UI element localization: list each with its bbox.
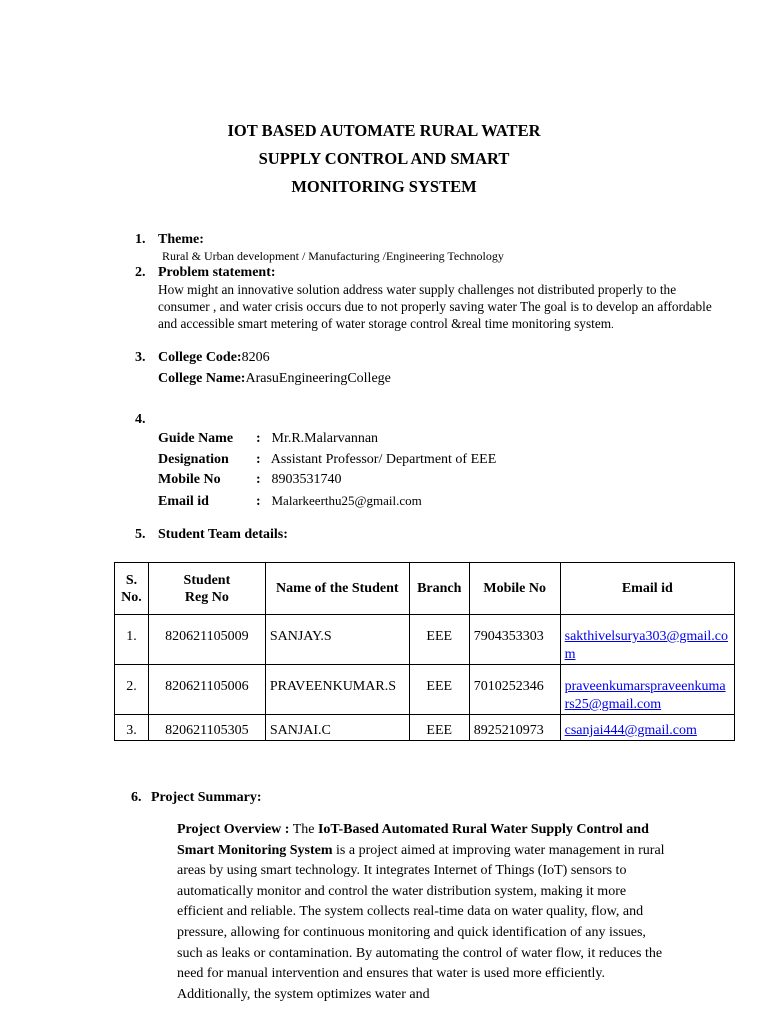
section-3-number: 3. (135, 350, 146, 365)
college-name-value: ArasuEngineeringCollege (245, 371, 391, 386)
college-code-value: 8206 (241, 350, 270, 365)
cell-reg-no: 820621105009 (148, 615, 265, 665)
header-sno-line-2: No. (121, 589, 142, 605)
email-link[interactable]: praveenkumarspraveenkumars25@gmail.com (564, 679, 726, 712)
table-row (115, 715, 735, 741)
cell-mobile: 7904353303 (469, 615, 560, 665)
designation-value: Assistant Professor/ Department of EEE (270, 451, 497, 467)
problem-line-3 (158, 316, 712, 335)
colon: : (256, 472, 261, 487)
header-email: Email id (560, 563, 734, 615)
header-student-name: Name of the Student (265, 563, 409, 615)
mobile-value: 8903531740 (271, 472, 342, 487)
table-header-row (115, 563, 735, 615)
overview-the: The (289, 822, 318, 837)
email-value: Malarkeerthu25@gmail.com (271, 492, 422, 508)
title-line-2: SUPPLY CONTROL AND SMART (258, 149, 510, 168)
guide-name-label: Guide Name (158, 431, 234, 446)
cell-branch: EEE (409, 715, 469, 741)
mobile-row (158, 470, 496, 491)
problem-line-2: consumer , and water crisis occurs due to not properly saving water The goal is to develop an affordable (158, 298, 712, 314)
title-line-1: IOT BASED AUTOMATE RURAL WATER (227, 121, 541, 140)
problem-text (158, 282, 712, 334)
mobile-label: Mobile No (158, 472, 221, 487)
colon: : (256, 451, 261, 467)
project-name: IoT-Based Automated Rural Water Supply Control and Smart Monitoring System (177, 822, 649, 858)
summary-label: Project Summary: (151, 790, 262, 805)
project-overview (177, 820, 670, 1005)
cell-reg-no: 820621105305 (148, 715, 265, 741)
cell-email (560, 665, 734, 715)
header-reg-line-1: Student (183, 572, 231, 588)
cell-student-name: SANJAY.S (265, 615, 409, 665)
colon: : (256, 493, 261, 509)
section-2-number: 2. (135, 265, 146, 280)
section-4-number: 4. (135, 412, 146, 427)
designation-label: Designation (158, 451, 229, 467)
team-label: Student Team details: (158, 527, 288, 542)
email-label: Email id (158, 493, 209, 509)
cell-student-name: SANJAI.C (265, 715, 409, 741)
cell-branch: EEE (409, 615, 469, 665)
college-code (158, 350, 270, 366)
table-row (115, 615, 735, 665)
problem-label: Problem statement: (158, 265, 276, 280)
college-name-label: College Name: (158, 371, 246, 386)
document-title (0, 117, 768, 201)
overview-label: Project Overview : (177, 822, 290, 837)
theme-value: Rural & Urban development / Manufacturing /Engineering Technology (162, 249, 504, 263)
cell-reg-no: 820621105006 (148, 665, 265, 715)
email-row (158, 491, 496, 512)
cell-branch: EEE (409, 665, 469, 715)
header-sno (115, 563, 149, 615)
cell-student-name: PRAVEENKUMAR.S (265, 665, 409, 715)
email-link[interactable]: sakthivelsurya303@gmail.com (564, 629, 728, 662)
header-reg-no (148, 563, 265, 615)
section-6-number: 6. (131, 790, 142, 805)
section-1-number: 1. (135, 232, 146, 247)
guide-details (158, 429, 496, 511)
cell-sno: 2. (115, 665, 149, 715)
cell-email (560, 615, 734, 665)
colon: : (256, 431, 261, 446)
cell-mobile: 8925210973 (469, 715, 560, 741)
student-team-table (114, 562, 735, 741)
table-row (115, 665, 735, 715)
header-sno-line-1: S. (125, 572, 138, 588)
header-branch: Branch (409, 563, 469, 615)
email-link[interactable]: csanjai444@gmail.com (564, 723, 697, 738)
header-reg-line-2: Reg No (184, 589, 229, 605)
designation-row (158, 450, 496, 471)
header-mobile: Mobile No (469, 563, 560, 615)
title-line-3: MONITORING SYSTEM (291, 177, 477, 196)
cell-mobile: 7010252346 (469, 665, 560, 715)
cell-email (560, 715, 734, 741)
overview-body: is a project aimed at improving water management in rural areas by using smart technology. It integrates Internet of Things (IoT) sensors to automatically monitor and control the water distribution system, making it more efficient and reliable. The system collects real-time data on water quality, flow, and pressure, allowing for continuous monitoring and quick identification of any issues, such as leaks or contamination. By automating the control of water flow, it reduces the need for manual intervention and ensures that water is used more efficiently. Additionally, the system optimizes water and (177, 842, 665, 1002)
cell-sno: 3. (115, 715, 149, 741)
theme-label: Theme: (158, 232, 204, 247)
college-name (158, 371, 391, 387)
section-5-number: 5. (135, 527, 146, 542)
cell-sno: 1. (115, 615, 149, 665)
problem-line-3-text: and accessible smart metering of water storage control &real time monitoring system (158, 315, 612, 331)
problem-line-1: How might an innovative solution address water supply challenges not distributed properly to the (158, 282, 677, 297)
guide-name-row (158, 429, 496, 450)
problem-line-3-end: . (611, 319, 614, 331)
college-code-label: College Code: (158, 350, 242, 365)
guide-name-value: Mr.R.Malarvannan (271, 431, 379, 446)
